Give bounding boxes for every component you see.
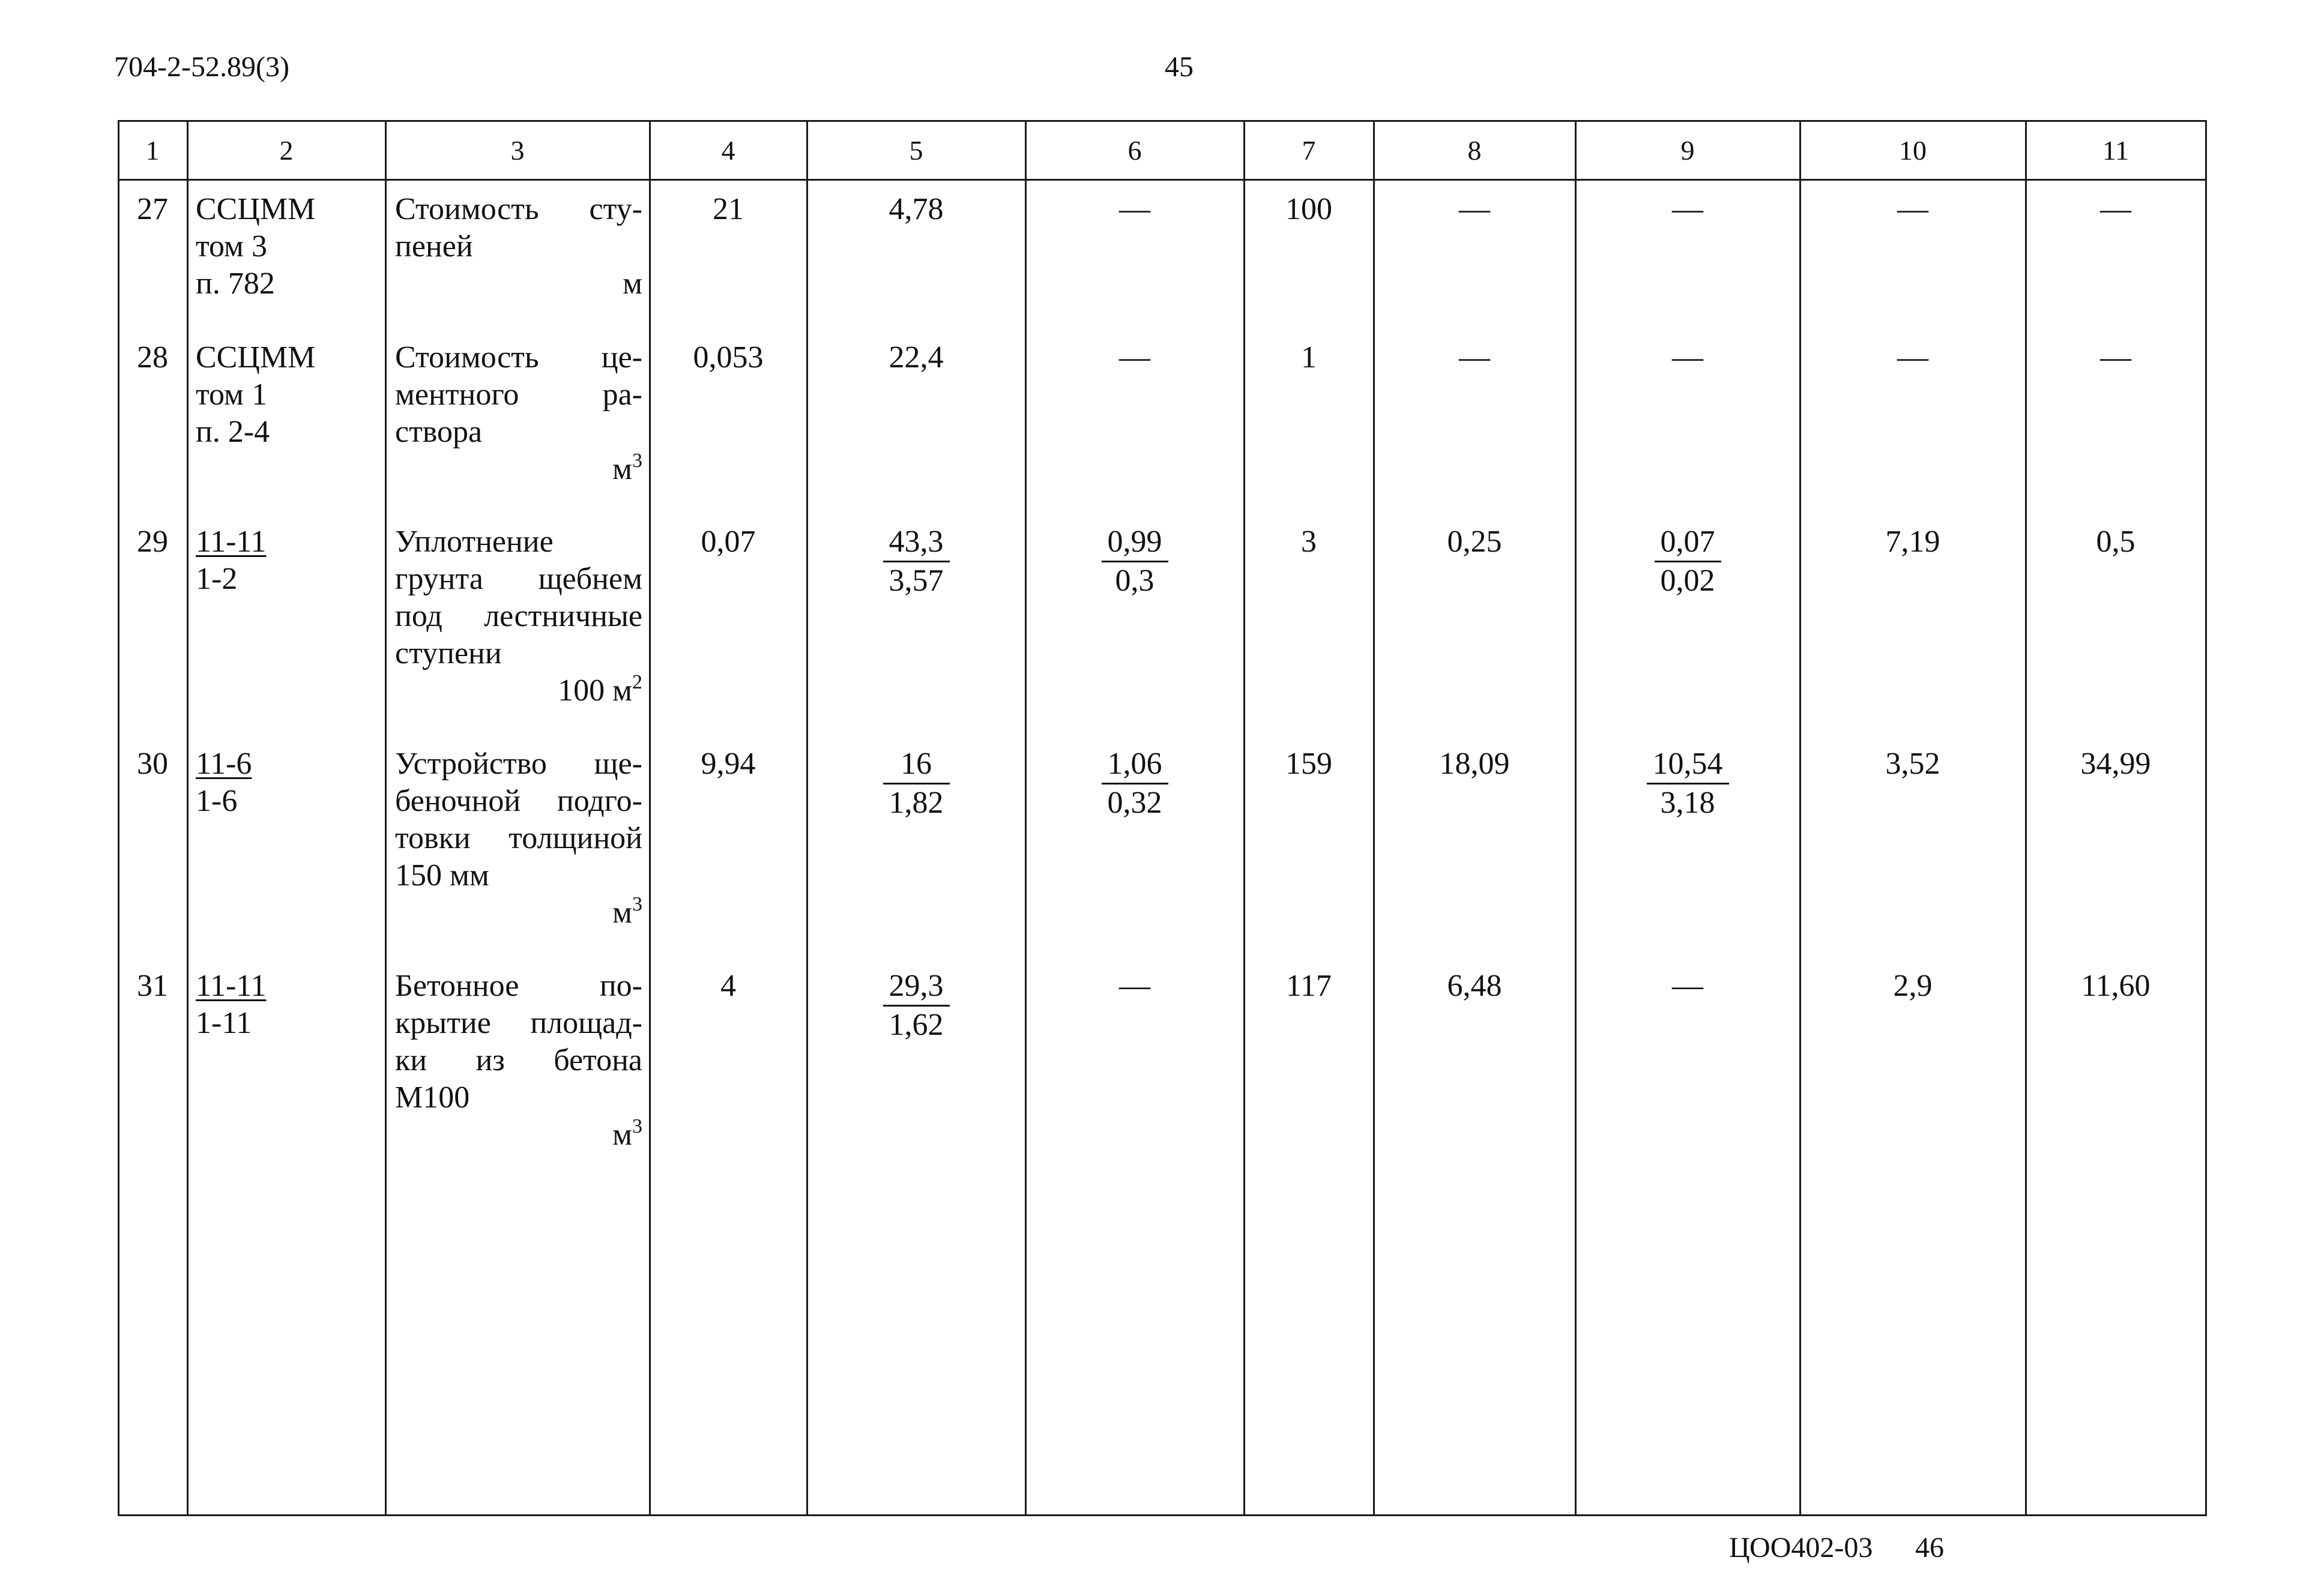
value-col-6: [1025, 523, 1244, 600]
value-col-11: 34,99: [2080, 747, 2151, 781]
column-divider: [649, 120, 651, 1515]
fraction-value: [1655, 523, 1721, 600]
fraction-denominator: 3,18: [1660, 786, 1715, 820]
value-col-6: —: [1119, 969, 1150, 1003]
row-number: 30: [137, 747, 168, 781]
column-header: 2: [279, 134, 294, 166]
description-line: Устройство ще-: [395, 747, 642, 781]
description-line: пеней: [395, 229, 473, 263]
value-col-11: 11,60: [2081, 969, 2151, 1003]
fraction-numerator: 0,07: [1655, 523, 1721, 562]
column-header: 4: [721, 134, 735, 166]
work-description: [395, 339, 642, 488]
norm-reference: [196, 339, 315, 451]
column-header: 10: [1899, 134, 1927, 166]
description-line: товки толщиной: [395, 821, 642, 855]
value-col-5: [807, 523, 1025, 600]
value-col-4: 0,053: [693, 340, 764, 375]
norm-reference-line: 1-2: [196, 562, 238, 596]
norm-reference-line: 1-11: [196, 1006, 252, 1040]
value-col-7: 1: [1301, 340, 1317, 375]
description-line: Уплотнение: [395, 525, 554, 559]
fraction-denominator: 1,62: [889, 1008, 944, 1042]
unit-text: м: [623, 267, 642, 301]
unit-of-measure: [395, 894, 642, 932]
description-line: ки из бетона: [395, 1043, 642, 1077]
value-col-5: 4,78: [889, 192, 944, 226]
value-col-9: —: [1672, 192, 1703, 226]
column-header: 9: [1680, 134, 1695, 166]
value-col-4: 4: [720, 969, 736, 1003]
column-header: 5: [909, 134, 923, 166]
work-description: [395, 523, 642, 709]
fraction-value: [1102, 745, 1168, 822]
value-col-10: 7,19: [1885, 525, 1940, 559]
value-col-10: 2,9: [1893, 969, 1933, 1003]
value-col-6: —: [1119, 340, 1150, 375]
footer-sheet-number: 46: [1915, 1532, 1944, 1564]
description-line: ментного ра-: [395, 378, 642, 412]
value-col-5: 22,4: [889, 340, 944, 375]
norm-reference: [196, 191, 315, 303]
footer-code: ЦОО402-03: [1729, 1532, 1873, 1564]
value-col-4: 9,94: [701, 747, 756, 781]
fraction-value: [883, 745, 950, 822]
fraction-denominator: 3,57: [889, 564, 944, 598]
norm-reference: [196, 745, 252, 820]
description-line: ступени: [395, 636, 502, 670]
description-line: под лестничные: [395, 599, 642, 633]
value-col-9: [1575, 523, 1800, 600]
value-col-5: [807, 745, 1025, 822]
unit-text: м: [612, 896, 632, 930]
norm-reference-line: ССЦММ: [196, 192, 316, 226]
value-col-8: 0,25: [1447, 525, 1502, 559]
row-number: 27: [137, 192, 168, 226]
value-col-11: 0,5: [2096, 525, 2135, 559]
fraction-denominator: 0,3: [1115, 564, 1155, 598]
value-col-11: —: [2100, 340, 2131, 375]
description-line: беночной подго-: [395, 784, 642, 818]
value-col-5: [807, 968, 1025, 1044]
column-divider: [2025, 120, 2027, 1515]
description-line: Стоимость сту-: [395, 192, 642, 226]
fraction-numerator: 1,06: [1102, 745, 1168, 784]
column-divider: [385, 120, 387, 1515]
fraction-numerator: 16: [883, 745, 950, 784]
column-header: 8: [1467, 134, 1482, 166]
value-col-10: —: [1897, 340, 1928, 375]
fraction-numerator: 10,54: [1647, 745, 1729, 784]
column-header: 6: [1127, 134, 1142, 166]
unit-of-measure: [395, 1116, 642, 1154]
fraction-denominator: 1,82: [889, 786, 944, 820]
value-col-7: 159: [1285, 747, 1332, 781]
fraction-denominator: 0,32: [1107, 786, 1162, 820]
unit-text: 100 м: [558, 673, 632, 708]
norm-reference: [196, 523, 266, 598]
value-col-11: —: [2100, 192, 2131, 226]
value-col-7: 117: [1285, 969, 1332, 1003]
value-col-10: 3,52: [1885, 747, 1940, 781]
unit-exponent: 2: [632, 671, 642, 693]
norm-reference-line: ССЦММ: [196, 340, 316, 375]
description-line: Стоимость це-: [395, 340, 642, 375]
value-col-7: 100: [1285, 192, 1332, 226]
norm-reference-line: том 1: [196, 378, 267, 412]
row-number: 29: [137, 525, 168, 559]
column-header: 1: [145, 134, 160, 166]
unit-text: м: [612, 1118, 632, 1152]
value-col-8: —: [1459, 192, 1490, 226]
value-col-10: —: [1897, 192, 1928, 226]
fraction-value: [883, 968, 950, 1044]
value-col-7: 3: [1301, 525, 1317, 559]
description-line: 150 мм: [395, 858, 489, 893]
page-number: 45: [1165, 51, 1194, 83]
column-divider: [1373, 120, 1375, 1515]
unit-of-measure: [395, 451, 642, 488]
value-col-9: [1575, 745, 1800, 822]
norm-reference-line: 11-11: [196, 969, 267, 1003]
description-line: створа: [395, 415, 483, 449]
value-col-8: 6,48: [1447, 969, 1502, 1003]
value-col-9: —: [1672, 340, 1703, 375]
fraction-numerator: 0,99: [1102, 523, 1168, 562]
work-description: [395, 745, 642, 932]
description-line: М100: [395, 1080, 470, 1115]
description-line: грунта щебнем: [395, 562, 642, 596]
fraction-numerator: 43,3: [883, 523, 950, 562]
column-header: 7: [1302, 134, 1316, 166]
row-number: 31: [137, 969, 168, 1003]
column-header: 11: [2102, 134, 2129, 166]
fraction-value: [883, 523, 950, 600]
estimate-table: [118, 120, 2206, 1515]
fraction-value: [1647, 745, 1729, 822]
description-line: крытие площад-: [395, 1006, 642, 1040]
norm-reference-line: том 3: [196, 229, 267, 263]
norm-reference-line: п. 782: [196, 267, 275, 301]
unit-text: м: [612, 452, 632, 486]
unit-of-measure: [395, 672, 642, 709]
norm-reference-line: п. 2-4: [196, 415, 270, 449]
value-col-4: 0,07: [701, 525, 756, 559]
value-col-4: 21: [713, 192, 744, 226]
document-code: 704-2-52.89(3): [114, 51, 289, 83]
fraction-value: [1102, 523, 1168, 600]
value-col-8: 18,09: [1439, 747, 1510, 781]
norm-reference-line: 11-6: [196, 747, 252, 781]
column-divider: [187, 120, 189, 1515]
value-col-6: [1025, 745, 1244, 822]
work-description: [395, 968, 642, 1154]
work-description: [395, 191, 642, 303]
value-col-8: —: [1459, 340, 1490, 375]
unit-of-measure: [395, 265, 642, 303]
norm-reference-line: 1-6: [196, 784, 238, 818]
description-line: Бетонное по-: [395, 969, 642, 1003]
norm-reference: [196, 968, 266, 1042]
fraction-numerator: 29,3: [883, 968, 950, 1007]
unit-exponent: 3: [632, 450, 642, 472]
column-header: 3: [510, 134, 525, 166]
value-col-9: —: [1672, 969, 1703, 1003]
row-number: 28: [137, 340, 168, 375]
unit-exponent: 3: [632, 893, 642, 915]
fraction-denominator: 0,02: [1660, 564, 1715, 598]
unit-exponent: 3: [632, 1115, 642, 1137]
value-col-6: —: [1119, 192, 1150, 226]
norm-reference-line: 11-11: [196, 525, 267, 559]
